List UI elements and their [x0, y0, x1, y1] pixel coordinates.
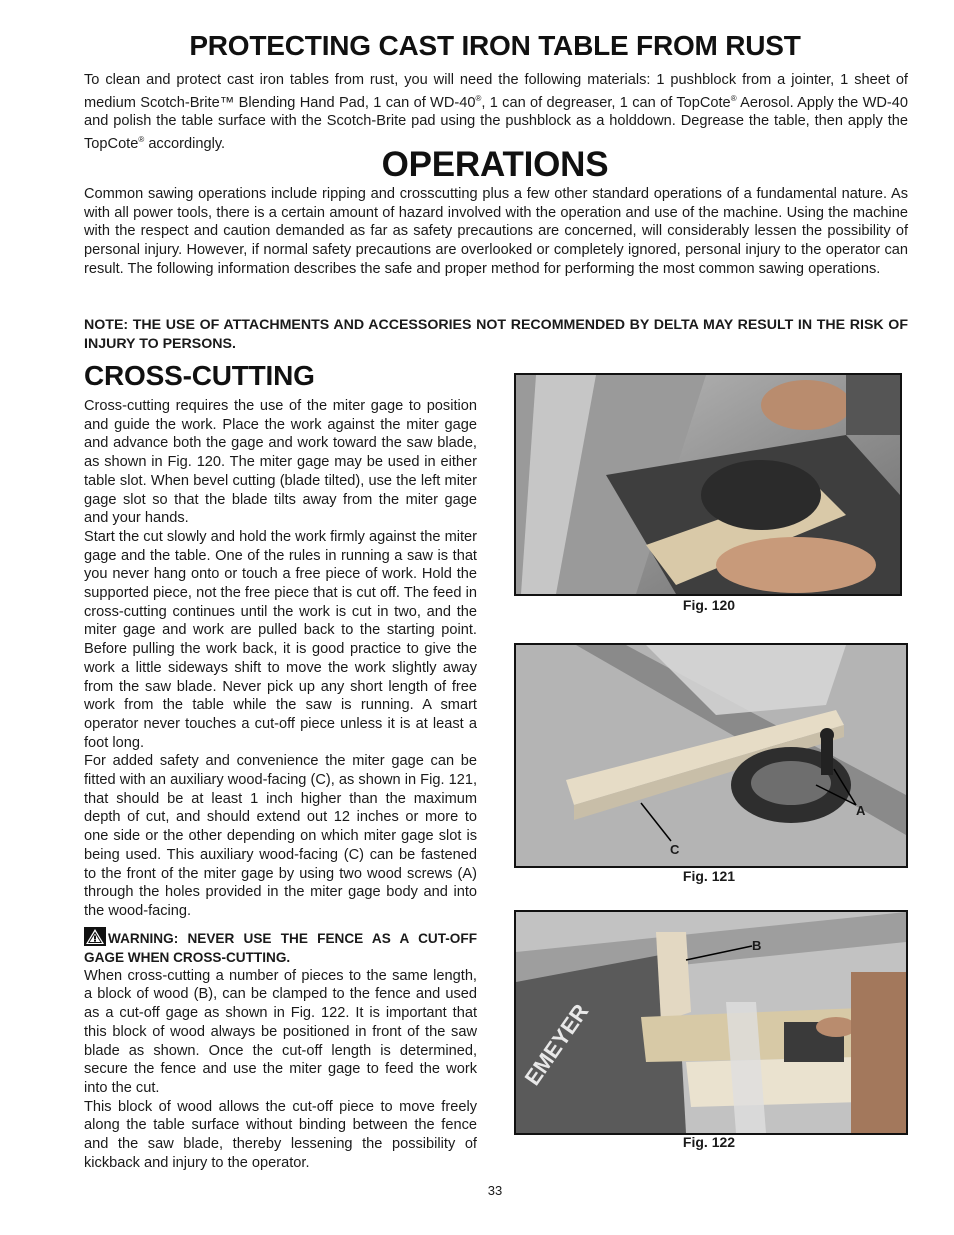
crosscut-warning: WARNING: NEVER USE THE FENCE AS A CUT-OFF GAGE WHEN CROSS-CUTTING. — [84, 927, 477, 967]
fig-121-label-a: A — [856, 803, 866, 818]
page-number: 33 — [487, 1183, 503, 1198]
crosscut-para-1: Cross-cutting requires the use of the miter gage to position and guide the work. Place the work against the miter gage and advance both the gage and work toward the saw blade, as shown in Fig. 120. The miter gage may be used in either table slot. When bevel cutting (blade tilted), use the left miter gage slot so that the blade tilts away from the miter gage and your hands. — [84, 398, 477, 527]
crosscut-para-2: Start the cut slowly and hold the work firmly against the miter gage and the table. One of the rules in running a saw is that you never hang onto or touch a free piece of work. Hold the supported piece, not the free piece that is cut off. The feed in cross-cutting continues until the work is cut in two, and the miter gage and work are pulled back to the starting point. Before pulling the work back, it is good practice to give the work a little sideways shift to move the work slightly away from the saw blade. Never pick up any short length of free work from the table while the saw is running. A smart operator never touches a cut-off piece unless it is at least a foot long. — [84, 528, 477, 751]
fig-122-illustration — [516, 912, 906, 1133]
fig-122-photo — [514, 910, 908, 1135]
delta-note: NOTE: THE USE OF ATTACHMENTS AND ACCESSORIES NOT RECOMMENDED BY DELTA MAY RESULT IN THE RISK OF INJURY TO PERSONS. — [84, 317, 908, 352]
rust-paragraph: To clean and protect cast iron tables from rust, you will need the following materials: 1 pushblock from a jointer, 1 sheet of medium Scotch-Brite™ Blending Hand Pad, 1 can of WD-40®, 1 can of degreaser, 1 can of TopCote® Aerosol. Apply the WD-40 and polish the table surface with the Scotch-Brite pad using the pushblock as a holddown. Degrease the table, then apply the TopCote® accordingly. — [84, 72, 908, 152]
fig-122-caption: Fig. 122 — [682, 1134, 736, 1150]
warning-triangle-icon — [84, 927, 106, 946]
crosscut-para-5: This block of wood allows the cut-off piece to move freely along the table surface without binding between the fence and the saw blade, thereby lessening the possibility of kickback and injury to the operator. — [84, 1098, 477, 1171]
fig-121-illustration — [516, 645, 906, 866]
crosscut-heading: CROSS-CUTTING — [84, 360, 315, 391]
crosscut-text-column — [84, 397, 477, 1172]
operations-paragraph: Common sawing operations include ripping and crosscutting plus a few other standard operations of a fundamental nature. As with all power tools, there is a certain amount of hazard involved with the operation and use of the machine. Using the machine with the respect and caution demanded as far as safety precautions are concerned, will considerably lessen the possibility of personal injury. However, if normal safety precautions are overlooked or completely ignored, personal injury to the operator can result. The following information describes the safe and proper method for performing the most common sawing operations. — [84, 186, 908, 277]
crosscut-para-4: When cross-cutting a number of pieces to the same length, a block of wood (B), can be clamped to the fence and used as a cut-off gage as shown in Fig. 122. It is important that this block of wood always be positioned in front of the saw blade as shown. Once the cut-off length is determined, secure the fence and use the miter gage to feed the work into the cut. — [84, 967, 477, 1096]
fig-122-brand-text: EMEYER — [519, 999, 594, 1090]
fig-120-illustration — [516, 375, 900, 594]
fig-120-photo — [514, 373, 902, 596]
fig-120-caption: Fig. 120 — [682, 597, 736, 613]
operations-heading: OPERATIONS — [381, 145, 609, 184]
fig-121-photo — [514, 643, 908, 868]
crosscut-para-3: For added safety and convenience the miter gage can be fitted with an auxiliary wood-facing (C), as shown in Fig. 121, that should be at least 1 inch higher than the maximum depth of cut, and should extend out 12 inches or more to one side or the other depending on which miter gage slot is being used. This auxiliary wood-facing (C) can be fastened to the front of the miter gage by using two wood screws (A) through the holes provided in the miter gage body and into the wood-facing. — [84, 753, 477, 919]
fig-122-label-b: B — [752, 938, 762, 953]
fig-121-caption: Fig. 121 — [682, 868, 736, 884]
rust-heading: PROTECTING CAST IRON TABLE FROM RUST — [189, 30, 801, 61]
fig-121-label-c: C — [670, 842, 680, 857]
